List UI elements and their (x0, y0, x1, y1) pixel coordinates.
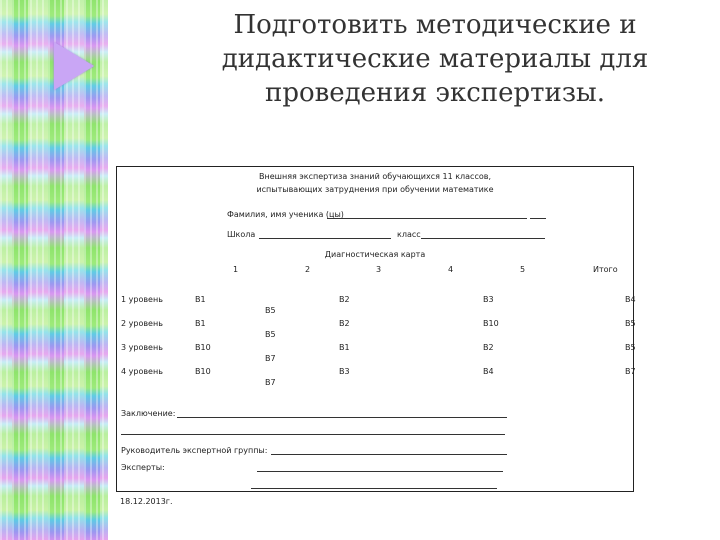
school-label: Школа (227, 230, 256, 239)
level-cell: В10 (483, 319, 499, 328)
form-header-line1: Внешняя экспертиза знаний обучающихся 11 классов, (259, 172, 491, 181)
column-header: 4 (448, 265, 454, 274)
slide-title: Подготовить методические и дидактические материалы для проведения экспертизы. (221, 10, 649, 108)
date-label: 18.12.2013г. (120, 497, 173, 506)
level-cell: В7 (625, 367, 636, 376)
level-label: 4 уровень (121, 367, 163, 376)
school-line (259, 238, 391, 239)
leader-line (271, 454, 507, 455)
experts-line-2 (251, 488, 497, 489)
level-cell: В5 (265, 330, 276, 339)
level-label: 1 уровень (121, 295, 163, 304)
experts-label: Эксперты: (121, 463, 165, 472)
form-header-line2: испытывающих затруднения при обучении математике (256, 185, 494, 194)
column-header: Итого (593, 265, 618, 274)
column-header: 1 (233, 265, 239, 274)
play-triangle-icon (54, 42, 94, 90)
level-cell: В2 (339, 295, 350, 304)
level-cell: В10 (195, 367, 211, 376)
level-cell: В5 (625, 343, 636, 352)
level-cell: В3 (483, 295, 494, 304)
level-cell: В1 (195, 295, 206, 304)
level-cell: В1 (339, 343, 350, 352)
map-title: Диагностическая карта (324, 250, 426, 259)
student-name-line-tail (530, 218, 546, 219)
conclusion-line-2 (121, 434, 505, 435)
class-label: класс (397, 230, 421, 239)
student-name-line (327, 218, 527, 219)
level-cell: В7 (265, 354, 276, 363)
column-header: 2 (305, 265, 311, 274)
level-cell: В10 (195, 343, 211, 352)
level-cell: В3 (339, 367, 350, 376)
level-cell: В2 (483, 343, 494, 352)
level-cell: В5 (265, 306, 276, 315)
column-header: 5 (520, 265, 526, 274)
level-cell: В7 (265, 378, 276, 387)
column-header: 3 (376, 265, 382, 274)
level-cell: В4 (625, 295, 636, 304)
experts-line (257, 471, 503, 472)
level-cell: В4 (483, 367, 494, 376)
level-label: 3 уровень (121, 343, 163, 352)
level-cell: В5 (625, 319, 636, 328)
leader-label: Руководитель экспертной группы: (121, 446, 268, 455)
conclusion-label: Заключение: (121, 409, 176, 418)
class-line (421, 238, 545, 239)
student-name-label: Фамилия, имя ученика (цы) (227, 210, 344, 219)
level-label: 2 уровень (121, 319, 163, 328)
diagnostic-form-card (116, 166, 634, 492)
level-cell: В1 (195, 319, 206, 328)
conclusion-line (177, 417, 507, 418)
level-cell: В2 (339, 319, 350, 328)
